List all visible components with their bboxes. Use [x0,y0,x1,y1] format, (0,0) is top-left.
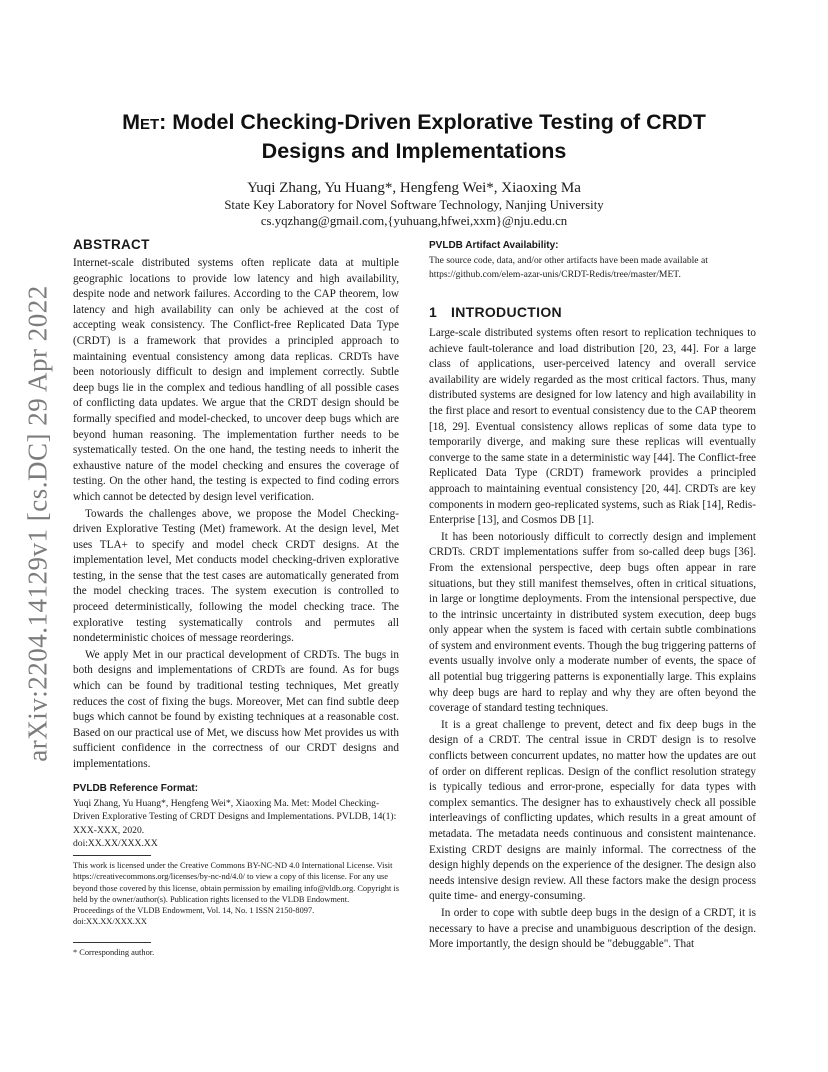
section-title: INTRODUCTION [451,304,562,320]
introduction-heading [429,304,756,320]
abstract-paragraph-3: We apply Met in our practical development of CRDTs. The bugs in both designs and implementations of CRDTs are found. As for bugs which can be found by traditional testing techniques, Met greatly reduces the cost of fixing the bugs. Moreover, Met can find subtle deep bugs which cannot be found by existing techniques at a reasonable cost. Based on our practical use of Met, we discuss how Met provides us with sufficient confidence in the correctness of our CRDT designs and implementations. [73,648,399,770]
intro-paragraph-2: It has been notoriously difficult to correctly design and implement CRDTs. CRDT implementations suffer from so-called deep bugs [36]. From the extensional perspective, deep bugs often appear in rare situations, but they still manifest themselves, often in critical situations, in large or longtime deployments. From the intensional perspective, due to the intrinsic uncertainty in distributed system execution, deep bugs only appear when the system is faced with certain subtle combinations of system and environment events. Though the bug triggering patterns of events usually involve only a moderate number of events, the space of all potential bug triggering patterns is exponentially large. This explains why deep bugs are hard to replay and why they are often beyond the coverage of standard testing techniques. [429,530,756,715]
title-met-acronym: Met [122,110,160,134]
author-emails: cs.yqzhang@gmail.com,{yuhuang,hfwei,xxm}@nju.edu.cn [260,214,568,228]
author-list: Yuqi Zhang, Yu Huang*, Hengfeng Wei*, Xiaoxing Ma [247,180,581,196]
paper-title [74,108,754,166]
intro-paragraph-4: In order to cope with subtle deep bugs in the design of a CRDT, it is necessary to have a precise and unambiguous description of the design. More importantly, the design should be "debuggable". That [429,906,756,951]
reference-format-doi: doi:XX.XX/XXX.XX [73,838,158,850]
title-line2: Designs and Implementations [261,139,567,163]
abstract-paragraph-1: Internet-scale distributed systems often replicate data at multiple geographic locations to provide low latency and high availability, despite node and network failures. According to the CAP theorem, low latency and high availability can only be achieved at the cost of accepting weak consistency. The Conflict-free Replicated Data Type (CRDT) is a framework that provides a principled approach to maintaining eventual consistency among data replicas. CRDTs have been notoriously difficult to design and implement correctly. Subtle deep bugs lie in the complex and tedious handling of all possible cases of conflicting data updates. We argue that the CRDT design should be formally specified and model-checked, to uncover deep bugs which are beyond human reasoning. The implementation further needs to be systematically tested. On the one hand, the testing needs to inherit the exhaustive nature of the model checking and ensures the coverage of testing. On the other hand, the testing is expected to find coding errors which cannot be detected by design level verification. [73,257,399,503]
intro-paragraph-3: It is a great challenge to prevent, detect and fix deep bugs in the design of a CRDT. The central issue in CRDT design is to resolve conflicts between concurrent updates, no matter how the updates are out of order on different replicas. Design of the conflict resolution strategy is typically tedious and error-prone, especially for data types with complex semantics. The designer has to exhaustively check all possible interleavings of conflicting updates, which results in a great amount of metadata. The metadata needs continuous and consistent maintenance. Existing CRDT designs are mainly informal. The correctness of the design highly depends on the experience of the designer. The design also needs intensive design review. All these factors make the design process quite time- and energy-consuming. [429,718,756,903]
title-line1: : Model Checking-Driven Explorative Testing of CRDT [159,110,706,134]
artifact-heading: PVLDB Artifact Availability: [429,240,559,251]
corresponding-author-note: * Corresponding author. [73,948,155,957]
reference-format-text: Yuqi Zhang, Yu Huang*, Hengfeng Wei*, Xiaoxing Ma. Met: Model Checking-Driven Explorative Testing of CRDT Designs and Implementations. PVLDB, 14(1): XXX-XXX, 2020. [73,797,397,836]
license-block [73,860,399,928]
section-number: 1 [429,304,438,320]
license-doi: doi:XX.XX/XXX.XX [73,917,147,927]
footnote-divider [73,942,151,943]
footnote-block [73,942,399,958]
left-column [73,237,399,928]
arxiv-id-text: arXiv:2204.14129v1 [cs.DC] 29 Apr 2022 [22,284,53,762]
abstract-paragraph-2: Towards the challenges above, we propose the Model Checking-driven Explorative Testing (Met) framework. At the design level, Met uses TLA+ to specify and model check CRDT designs. At the implementation level, Met conducts model checking-driven explorative testing, in the sense that the test cases are automatically generated from the model checking traces. The system execution is controlled to proceed deterministically, following the model checking trace. The explorative testing systematically controls and permutes all nondeterministic choices of message reorderings. [73,507,399,645]
artifact-text: The source code, data, and/or other artifacts have been made available at https://github.com/elem-azar-unis/CRDT-Redis/tree/master/MET. [429,255,708,280]
arxiv-identifier-stamp [18,283,58,763]
license-text: This work is licensed under the Creative Commons BY-NC-ND 4.0 International License. Visit https://creativecommons.org/licenses/by-nc-nd/4.0/ to view a copy of this license. For any use beyond those covered by this license, obtain permission by emailing info@vldb.org. Copyright is held by the owner/author(s). Publication rights licensed to the VLDB Endowment. [73,860,399,904]
proceedings-info: Proceedings of the VLDB Endowment, Vol. 14, No. 1 ISSN 2150-8097. [73,906,315,916]
license-divider [73,855,151,856]
abstract-heading: ABSTRACT [73,237,150,252]
reference-format-heading: PVLDB Reference Format: [73,782,199,794]
reference-format-block [73,783,399,851]
intro-paragraph-1: Large-scale distributed systems often resort to replication techniques to achieve fault-tolerance and load distribution [20, 23, 44]. For a large class of applications, user-perceived latency and overall service availability are widely regarded as the most critical factors. Thus, many distributed systems are designed for low latency and high availability in the first place and resort to eventual consistency due to the CAP theorem [18, 29]. Eventual consistency allows replicas of some data type to temporarily diverge, and making sure these replicas will eventually converge to the same state in a deterministic way [44]. The Conflict-free Replicated Data Type (CRDT) framework provides a principled approach to maintaining eventual consistency [20, 44]. CRDTs are key components in modern geo-replicated systems, such as Riak [14], Redis-Enterprise [13], and Cosmos DB [1]. [429,327,756,527]
affiliation: State Key Laboratory for Novel Software Technology, Nanjing University [224,198,604,212]
right-column [429,240,756,953]
